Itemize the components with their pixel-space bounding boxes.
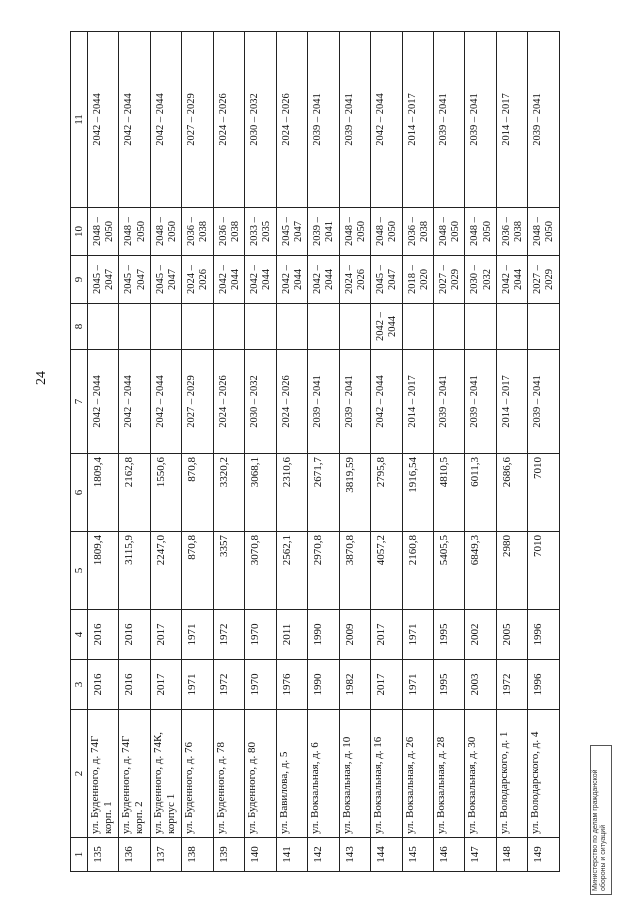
living-area-cell: 2671,7 (308, 454, 339, 532)
period-cell (245, 304, 276, 350)
commission-year-cell: 2011 (276, 610, 307, 660)
total-area-cell: 3070,8 (245, 532, 276, 610)
period-cell: 2036 – 2038 (182, 208, 213, 256)
build-year-cell: 2016 (119, 660, 150, 710)
build-year-cell: 1971 (402, 660, 433, 710)
period-cell: 2048 – 2050 (371, 208, 402, 256)
housing-schedule-table (70, 31, 560, 872)
period-cell: 2045 – 2047 (119, 256, 150, 304)
build-year-cell: 1990 (308, 660, 339, 710)
period-cell: 2039 – 2041 (433, 32, 464, 208)
commission-year-cell: 2009 (339, 610, 370, 660)
row-number-cell: 138 (182, 838, 213, 872)
period-cell: 2042 – 2044 (371, 304, 402, 350)
commission-year-cell: 1996 (528, 610, 560, 660)
period-cell: 2045 – 2047 (371, 256, 402, 304)
column-header-1: 1 (71, 838, 88, 872)
address-cell: ул. Буденного, д. 78 (213, 710, 244, 838)
total-area-cell: 6849,3 (465, 532, 496, 610)
period-cell (339, 304, 370, 350)
period-cell (213, 304, 244, 350)
period-cell (528, 304, 560, 350)
period-cell (276, 304, 307, 350)
commission-year-cell: 2017 (150, 610, 181, 660)
total-area-cell: 3115,9 (119, 532, 150, 610)
column-header-11: 11 (71, 32, 88, 208)
period-cell: 2042 – 2044 (245, 256, 276, 304)
table-row (528, 32, 560, 872)
total-area-cell: 7010 (528, 532, 560, 610)
period-cell: 2030 – 2032 (465, 256, 496, 304)
living-area-cell: 2162,8 (119, 454, 150, 532)
build-year-cell: 1982 (339, 660, 370, 710)
period-cell: 2048 – 2050 (119, 208, 150, 256)
living-area-cell: 4810,5 (433, 454, 464, 532)
column-header-7: 7 (71, 350, 88, 454)
row-number-cell: 135 (88, 838, 119, 872)
table-row (245, 32, 276, 872)
period-cell: 2039 – 2041 (308, 350, 339, 454)
row-number-cell: 141 (276, 838, 307, 872)
table-row (182, 32, 213, 872)
commission-year-cell: 1995 (433, 610, 464, 660)
period-cell: 2027 – 2029 (182, 32, 213, 208)
build-year-cell: 1972 (496, 660, 527, 710)
address-cell: ул. Вокзальная, д. 30 (465, 710, 496, 838)
commission-year-cell: 2002 (465, 610, 496, 660)
build-year-cell: 1996 (528, 660, 560, 710)
column-header-5: 5 (71, 532, 88, 610)
living-area-cell: 3320,2 (213, 454, 244, 532)
commission-year-cell: 1972 (213, 610, 244, 660)
period-cell: 2048 – 2050 (528, 208, 560, 256)
period-cell: 2018 – 2020 (402, 256, 433, 304)
document-stamp (590, 745, 612, 895)
period-cell (88, 304, 119, 350)
row-number-cell: 139 (213, 838, 244, 872)
row-number-cell: 148 (496, 838, 527, 872)
table-row (371, 32, 402, 872)
table-row (213, 32, 244, 872)
period-cell: 2042 – 2044 (371, 350, 402, 454)
period-cell: 2042 – 2044 (276, 256, 307, 304)
period-cell: 2039 – 2041 (339, 350, 370, 454)
period-cell: 2030 – 2032 (245, 350, 276, 454)
address-cell: ул. Володарского, д. 4 (528, 710, 560, 838)
living-area-cell: 1809,4 (88, 454, 119, 532)
total-area-cell: 2562,1 (276, 532, 307, 610)
period-cell: 2036 – 2038 (402, 208, 433, 256)
column-header-6: 6 (71, 454, 88, 532)
column-header-10: 10 (71, 208, 88, 256)
commission-year-cell: 1970 (245, 610, 276, 660)
table-row (465, 32, 496, 872)
period-cell: 2042 – 2044 (213, 256, 244, 304)
living-area-cell: 870,8 (182, 454, 213, 532)
table-row (150, 32, 181, 872)
rotated-table-wrapper (70, 32, 560, 872)
period-cell: 2027 – 2029 (182, 350, 213, 454)
period-cell: 2033 – 2035 (245, 208, 276, 256)
column-header-8: 8 (71, 304, 88, 350)
period-cell: 2048 – 2050 (150, 208, 181, 256)
living-area-cell: 3068,1 (245, 454, 276, 532)
table-body (88, 32, 560, 872)
table-row (433, 32, 464, 872)
period-cell: 2039 – 2041 (433, 350, 464, 454)
period-cell (150, 304, 181, 350)
living-area-cell: 2310,6 (276, 454, 307, 532)
total-area-cell: 3357 (213, 532, 244, 610)
period-cell: 2039 – 2041 (308, 32, 339, 208)
address-cell: ул. Буденного, д. 74Г корп. 1 (88, 710, 119, 838)
row-number-cell: 142 (308, 838, 339, 872)
period-cell: 2042 – 2044 (308, 256, 339, 304)
living-area-cell: 1916,54 (402, 454, 433, 532)
period-cell: 2039 – 2041 (528, 32, 560, 208)
period-cell: 2048 – 2050 (433, 208, 464, 256)
build-year-cell: 1995 (433, 660, 464, 710)
period-cell: 2024 – 2026 (276, 350, 307, 454)
period-cell: 2039 – 2041 (465, 32, 496, 208)
column-header-9: 9 (71, 256, 88, 304)
period-cell: 2045 – 2047 (88, 256, 119, 304)
living-area-cell: 1550,6 (150, 454, 181, 532)
commission-year-cell: 2005 (496, 610, 527, 660)
row-number-cell: 143 (339, 838, 370, 872)
stamp-text: Министерство по делам гражданской обороны и ситуаций (592, 769, 607, 891)
column-header-3: 3 (71, 660, 88, 710)
period-cell: 2042 – 2044 (150, 32, 181, 208)
table-row (308, 32, 339, 872)
living-area-cell: 6011,3 (465, 454, 496, 532)
build-year-cell: 1976 (276, 660, 307, 710)
period-cell: 2030 – 2032 (245, 32, 276, 208)
table-row (496, 32, 527, 872)
total-area-cell: 2247,0 (150, 532, 181, 610)
period-cell: 2039 – 2041 (528, 350, 560, 454)
period-cell: 2036 – 2038 (496, 208, 527, 256)
period-cell: 2045 – 2047 (150, 256, 181, 304)
period-cell: 2024 – 2026 (213, 350, 244, 454)
period-cell: 2024 – 2026 (339, 256, 370, 304)
row-number-cell: 147 (465, 838, 496, 872)
period-cell: 2014 – 2017 (402, 350, 433, 454)
period-cell: 2048 – 2050 (465, 208, 496, 256)
commission-year-cell: 2016 (88, 610, 119, 660)
period-cell (433, 304, 464, 350)
address-cell: ул. Буденного, д. 74К, корпус 1 (150, 710, 181, 838)
period-cell: 2042 – 2044 (119, 32, 150, 208)
commission-year-cell: 1990 (308, 610, 339, 660)
address-cell: ул. Вавилова, д. 5 (276, 710, 307, 838)
build-year-cell: 2003 (465, 660, 496, 710)
period-cell: 2048 – 2050 (339, 208, 370, 256)
living-area-cell: 3819,59 (339, 454, 370, 532)
commission-year-cell: 1971 (402, 610, 433, 660)
period-cell: 2042 – 2044 (496, 256, 527, 304)
period-cell: 2014 – 2017 (402, 32, 433, 208)
period-cell: 2027 – 2029 (528, 256, 560, 304)
build-year-cell: 1971 (182, 660, 213, 710)
address-cell: ул. Вокзальная, д. 16 (371, 710, 402, 838)
period-cell: 2039 – 2041 (308, 208, 339, 256)
period-cell: 2014 – 2017 (496, 32, 527, 208)
total-area-cell: 4057,2 (371, 532, 402, 610)
address-cell: ул. Вокзальная, д. 6 (308, 710, 339, 838)
period-cell (465, 304, 496, 350)
table-row (119, 32, 150, 872)
period-cell (402, 304, 433, 350)
table-row (402, 32, 433, 872)
period-cell: 2014 – 2017 (496, 350, 527, 454)
period-cell: 2048 – 2050 (88, 208, 119, 256)
period-cell: 2042 – 2044 (88, 32, 119, 208)
period-cell: 2027 – 2029 (433, 256, 464, 304)
page-number: 24 (34, 371, 49, 385)
period-cell: 2042 – 2044 (371, 32, 402, 208)
period-cell: 2042 – 2044 (88, 350, 119, 454)
total-area-cell: 870,8 (182, 532, 213, 610)
period-cell: 2024 – 2026 (213, 32, 244, 208)
period-cell: 2042 – 2044 (150, 350, 181, 454)
living-area-cell: 7010 (528, 454, 560, 532)
period-cell (182, 304, 213, 350)
row-number-cell: 149 (528, 838, 560, 872)
row-number-cell: 140 (245, 838, 276, 872)
commission-year-cell: 1971 (182, 610, 213, 660)
period-cell: 2039 – 2041 (465, 350, 496, 454)
period-cell: 2036 – 2038 (213, 208, 244, 256)
total-area-cell: 2160,8 (402, 532, 433, 610)
period-cell: 2042 – 2044 (119, 350, 150, 454)
build-year-cell: 1970 (245, 660, 276, 710)
address-cell: ул. Буденного, д. 80 (245, 710, 276, 838)
address-cell: ул. Вокзальная, д. 26 (402, 710, 433, 838)
period-cell (308, 304, 339, 350)
total-area-cell: 2970,8 (308, 532, 339, 610)
build-year-cell: 2016 (88, 660, 119, 710)
address-cell: ул. Буденного, д. 74Г корп. 2 (119, 710, 150, 838)
table-row (88, 32, 119, 872)
column-header-4: 4 (71, 610, 88, 660)
table-row (339, 32, 370, 872)
total-area-cell: 5405,5 (433, 532, 464, 610)
period-cell: 2024 – 2026 (276, 32, 307, 208)
header-row (71, 32, 88, 872)
living-area-cell: 2686,6 (496, 454, 527, 532)
period-cell: 2039 – 2041 (339, 32, 370, 208)
row-number-cell: 146 (433, 838, 464, 872)
build-year-cell: 1972 (213, 660, 244, 710)
row-number-cell: 137 (150, 838, 181, 872)
address-cell: ул. Вокзальная, д. 10 (339, 710, 370, 838)
row-number-cell: 136 (119, 838, 150, 872)
address-cell: ул. Володарского, д. 1 (496, 710, 527, 838)
total-area-cell: 3870,8 (339, 532, 370, 610)
row-number-cell: 144 (371, 838, 402, 872)
period-cell: 2024 – 2026 (182, 256, 213, 304)
build-year-cell: 2017 (371, 660, 402, 710)
total-area-cell: 2980 (496, 532, 527, 610)
total-area-cell: 1809,4 (88, 532, 119, 610)
column-header-2: 2 (71, 710, 88, 838)
address-cell: ул. Буденного, д. 76 (182, 710, 213, 838)
commission-year-cell: 2016 (119, 610, 150, 660)
period-cell: 2045 – 2047 (276, 208, 307, 256)
period-cell (496, 304, 527, 350)
commission-year-cell: 2017 (371, 610, 402, 660)
build-year-cell: 2017 (150, 660, 181, 710)
address-cell: ул. Вокзальная, д. 28 (433, 710, 464, 838)
row-number-cell: 145 (402, 838, 433, 872)
period-cell (119, 304, 150, 350)
table-row (276, 32, 307, 872)
living-area-cell: 2795,8 (371, 454, 402, 532)
